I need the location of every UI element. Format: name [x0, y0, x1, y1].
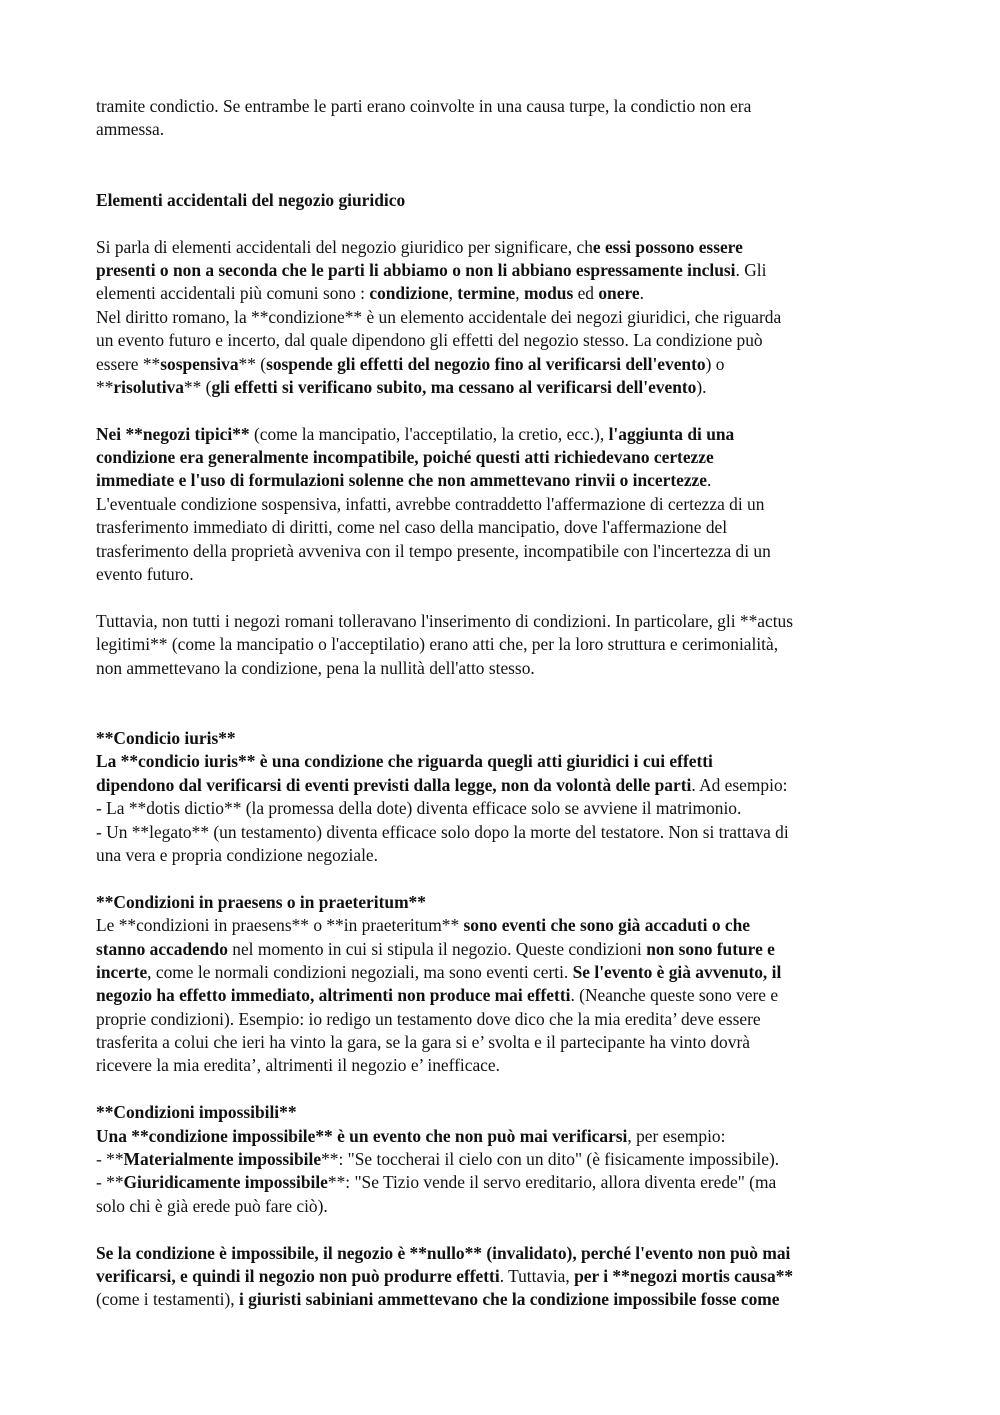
paragraph-spacer	[96, 1218, 916, 1241]
text-run: , come le normali condizioni negoziali, ma sono eventi certi.	[147, 961, 573, 982]
text-line	[96, 493, 916, 516]
text-run: - **	[96, 1172, 124, 1193]
bold-text: i giuristi sabiniani ammettevano che la condizione impossibile fosse come	[238, 1289, 780, 1310]
text-line	[96, 727, 916, 750]
text-line	[96, 914, 916, 937]
bold-text: verificarsi, e quindi il negozio non può produrre effetti	[96, 1265, 500, 1286]
paragraph	[96, 189, 916, 212]
text-line	[96, 306, 916, 329]
text-run: trasferimento immediato di diritti, come nel caso della mancipatio, dove l'affermazione del	[96, 517, 728, 538]
text-line	[96, 1031, 916, 1054]
bold-text: presenti o non a seconda che le parti li abbiamo o non li abbiano espressamente inclusi	[96, 259, 736, 280]
paragraph	[96, 727, 916, 867]
text-run: essere **	[96, 353, 161, 374]
text-line	[96, 844, 916, 867]
text-line	[96, 282, 916, 305]
bold-text: stanno accadendo	[96, 938, 228, 959]
text-line	[96, 1008, 916, 1031]
bold-text: **Condizioni in praesens o in praeteritum**	[96, 891, 426, 912]
paragraph-spacer	[96, 867, 916, 890]
text-line	[96, 1265, 916, 1288]
bold-text: La **condicio iuris** è una condizione che riguarda quegli atti giuridici i cui effetti	[96, 751, 713, 772]
bold-text: sono eventi che sono già accaduti o che	[463, 915, 750, 936]
text-run: solo chi è già erede può fare ciò).	[96, 1195, 328, 1216]
paragraph-spacer	[96, 212, 916, 235]
text-run: (come i testamenti),	[96, 1289, 239, 1310]
text-line	[96, 984, 916, 1007]
paragraph-spacer	[96, 1078, 916, 1101]
bold-text: condizione era generalmente incompatibile, poiché questi atti richiedevano certezze	[96, 447, 714, 468]
bold-text: per i **negozi mortis causa**	[574, 1265, 794, 1286]
bold-text: negozio ha effetto immediato, altrimenti non produce mai effetti	[96, 985, 571, 1006]
text-line	[96, 516, 916, 539]
text-run: . Tuttavia,	[499, 1265, 575, 1286]
bold-text: termine	[457, 283, 516, 304]
text-line	[96, 236, 916, 259]
text-run: legitimi** (come la mancipatio o l'acceptilatio) erano atti che, per la loro struttura e cerimonialità,	[96, 634, 779, 655]
text-run: - La **dotis dictio** (la promessa della dote) diventa efficace solo se avviene il matrimonio.	[96, 798, 742, 819]
text-line	[96, 774, 916, 797]
bold-text: Se la condizione è impossibile, il negozio è **nullo** (invalidato), perché l'evento non può mai	[96, 1242, 791, 1263]
bold-text: Una **condizione impossibile** è un evento che non può mai verificarsi	[96, 1125, 628, 1146]
text-run: non ammettevano la condizione, pena la nullità dell'atto stesso.	[96, 657, 535, 678]
document-page	[96, 95, 916, 1312]
text-run: ).	[696, 376, 707, 397]
text-line	[96, 540, 916, 563]
text-line	[96, 961, 916, 984]
text-line	[96, 446, 916, 469]
paragraph-spacer	[96, 399, 916, 422]
bold-text: sospensiva	[160, 353, 239, 374]
bold-text: **Condizioni impossibili**	[96, 1102, 297, 1123]
text-run: tramite condictio. Se entrambe le parti erano coinvolte in una causa turpe, la condictio non era	[96, 96, 752, 116]
text-line	[96, 1195, 916, 1218]
bold-text: gli effetti si verificano subito, ma cessano al verificarsi dell'evento	[211, 376, 697, 397]
bold-text: dipendono dal verificarsi di eventi previsti dalla legge, non da volontà delle parti	[96, 774, 692, 795]
paragraph-spacer	[96, 142, 916, 189]
text-run: **: "Se toccherai il cielo con un dito" (è fisicamente impossibile).	[321, 1149, 780, 1170]
text-run: Tuttavia, non tutti i negozi romani tolleravano l'inserimento di condizioni. In particolare, gli **actus	[96, 610, 793, 631]
text-run: ** (	[238, 353, 267, 374]
text-run: Si parla di elementi accidentali del negozio giuridico per significare, ch	[96, 236, 593, 257]
text-run: trasferimento della proprietà avveniva con il tempo presente, incompatibile con l'incertezza di un	[96, 540, 771, 561]
text-line	[96, 633, 916, 656]
text-run: Nel diritto romano, la **condizione** è un elemento accidentale dei negozi giuridici, che riguarda	[96, 306, 782, 327]
text-run: ricevere la mia eredita’, altrimenti il negozio e’ inefficace.	[96, 1055, 500, 1076]
text-line	[96, 750, 916, 773]
paragraph	[96, 423, 916, 587]
text-line	[96, 797, 916, 820]
text-line	[96, 423, 916, 446]
text-run: (come la mancipatio, l'acceptilatio, la cretio, ecc.),	[249, 423, 609, 444]
text-line	[96, 821, 916, 844]
text-line	[96, 1242, 916, 1265]
text-run: - **	[96, 1149, 124, 1170]
bold-text: Se l'evento è già avvenuto, il	[572, 961, 782, 982]
bold-text: risolutiva	[113, 376, 184, 397]
text-line	[96, 469, 916, 492]
bold-text: non sono future e	[646, 938, 775, 959]
text-line	[96, 259, 916, 282]
text-run: trasferita a colui che ieri ha vinto la gara, se la gara si e’ svolta e il partecipante ha vinto dovrà	[96, 1032, 750, 1053]
text-line	[96, 1101, 916, 1124]
text-run: ammessa.	[96, 119, 165, 140]
text-run: .	[639, 283, 644, 304]
text-run: elementi accidentali più comuni sono :	[96, 283, 370, 304]
bold-text: modus	[523, 283, 574, 304]
paragraph	[96, 236, 916, 400]
bold-text: condizione	[369, 283, 449, 304]
bold-text: l'aggiunta di una	[608, 423, 735, 444]
text-run: . (Neanche queste sono vere e	[570, 985, 779, 1006]
paragraph	[96, 1101, 916, 1218]
text-run: ** (	[183, 376, 212, 397]
text-line	[96, 657, 916, 680]
text-run: L'eventuale condizione sospensiva, infatti, avrebbe contraddetto l'affermazione di certezza di un	[96, 493, 765, 514]
text-run: evento futuro.	[96, 564, 194, 585]
bold-text: e essi possono essere	[592, 236, 743, 257]
text-line	[96, 95, 916, 118]
paragraph-spacer	[96, 586, 916, 609]
text-run: . Gli	[735, 259, 767, 280]
text-run: . Ad esempio:	[691, 774, 788, 795]
text-run: , per esempio:	[627, 1125, 726, 1146]
bold-text: **Condicio iuris**	[96, 727, 236, 748]
text-run: Le **condizioni in praesens** o **in praeteritum**	[96, 915, 464, 936]
text-line	[96, 189, 916, 212]
bold-text: Nei **negozi tipici**	[96, 423, 250, 444]
text-run: un evento futuro e incerto, dal quale dipendono gli effetti del negozio stesso. La condizione può	[96, 330, 763, 351]
text-run: proprie condizioni). Esempio: io redigo un testamento dove dico che la mia eredita’ deve essere	[96, 1008, 761, 1029]
text-line	[96, 610, 916, 633]
text-run: ,	[515, 283, 524, 304]
text-line	[96, 1288, 916, 1311]
bold-text: sospende gli effetti del negozio fino al verificarsi dell'evento	[266, 353, 706, 374]
text-run: **	[96, 376, 114, 397]
text-line	[96, 1171, 916, 1194]
text-run: ed	[573, 283, 599, 304]
paragraph	[96, 891, 916, 1078]
paragraph	[96, 610, 916, 680]
text-line	[96, 1148, 916, 1171]
text-run: ,	[448, 283, 458, 304]
paragraph	[96, 95, 916, 142]
text-run: .	[707, 470, 712, 491]
bold-text: incerte	[96, 961, 148, 982]
text-line	[96, 1054, 916, 1077]
text-line	[96, 938, 916, 961]
text-line	[96, 1125, 916, 1148]
text-line	[96, 353, 916, 376]
paragraph-spacer	[96, 680, 916, 727]
text-line	[96, 563, 916, 586]
text-run: nel momento in cui si stipula il negozio. Queste condizioni	[227, 938, 647, 959]
bold-text: Elementi accidentali del negozio giuridico	[96, 189, 406, 210]
text-line	[96, 118, 916, 141]
text-run: **: "Se Tizio vende il servo ereditario, allora diventa erede" (ma	[327, 1172, 777, 1193]
bold-text: Giuridicamente impossibile	[123, 1172, 328, 1193]
text-line	[96, 891, 916, 914]
paragraph	[96, 1242, 916, 1312]
text-run: - Un **legato** (un testamento) diventa efficace solo dopo la morte del testatore. Non si trattava di	[96, 821, 789, 842]
bold-text: Materialmente impossibile	[123, 1149, 322, 1170]
bold-text: immediate e l'uso di formulazioni solenne che non ammettevano rinvii o incertezze	[96, 470, 707, 491]
text-line	[96, 376, 916, 399]
bold-text: onere	[598, 283, 640, 304]
text-line	[96, 329, 916, 352]
text-run: ) o	[705, 353, 725, 374]
text-run: una vera e propria condizione negoziale.	[96, 844, 378, 865]
